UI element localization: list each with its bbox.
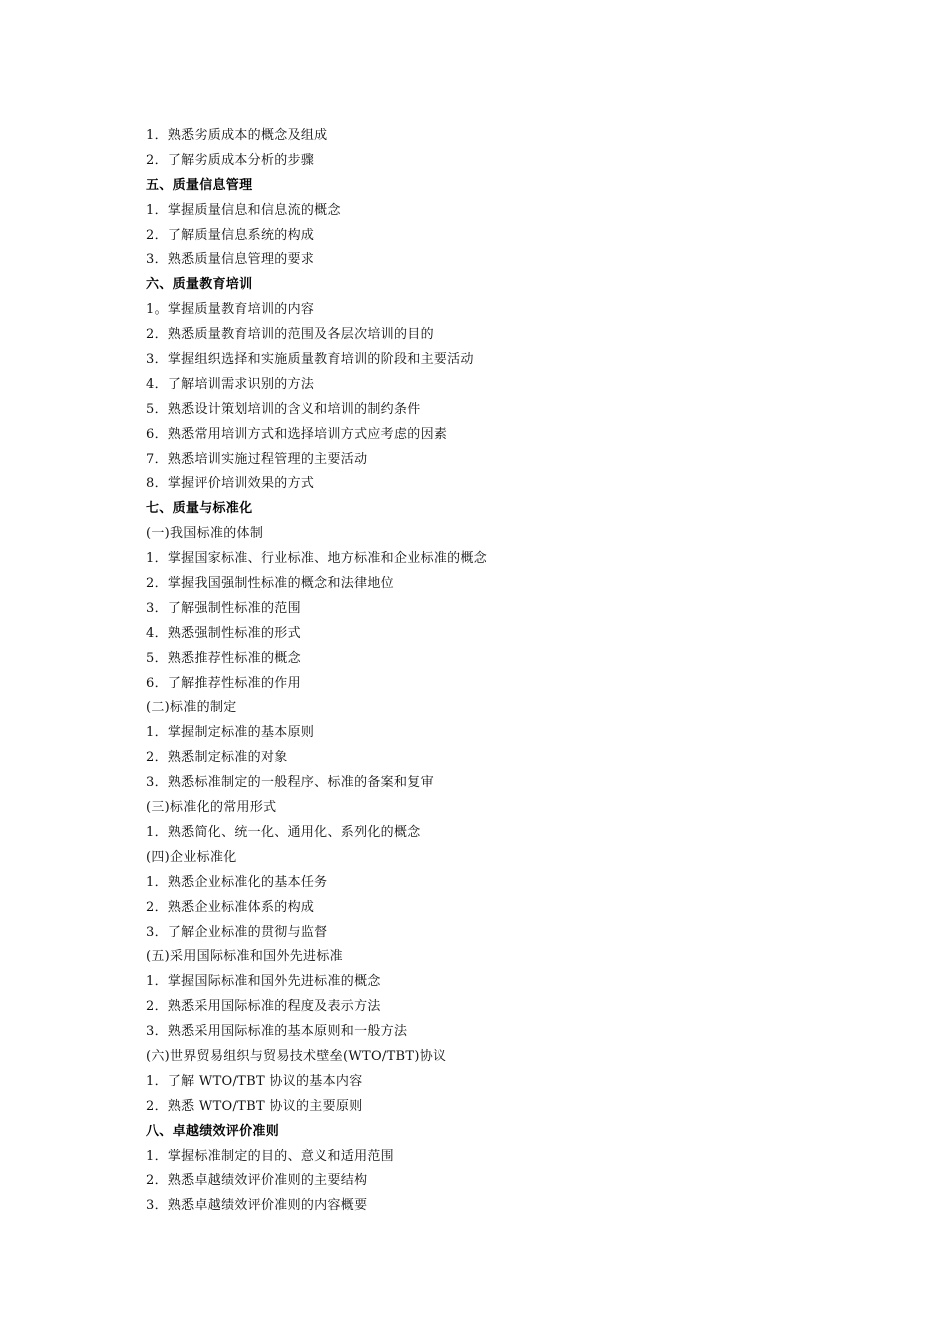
list-item: 1．掌握制定标准的基本原则 (146, 725, 315, 741)
list-item: 1．掌握质量信息和信息流的概念 (146, 202, 341, 218)
list-item: 2．熟悉质量教育培训的范围及各层次培训的目的 (146, 327, 434, 343)
list-item: 7．熟悉培训实施过程管理的主要活动 (146, 451, 368, 467)
subsection-heading: (五)采用国际标准和国外先进标准 (146, 949, 343, 965)
list-item: 2．熟悉采用国际标准的程度及表示方法 (146, 999, 381, 1015)
list-item: 5．熟悉设计策划培训的含义和培训的制约条件 (146, 401, 421, 417)
list-item: 1．熟悉劣质成本的概念及组成 (146, 128, 328, 143)
section-heading: 六、质量教育培训 (146, 277, 253, 293)
list-item: 4．熟悉强制性标准的形式 (146, 625, 301, 641)
subsection-heading: (四)企业标准化 (146, 849, 237, 865)
list-item: 2．了解劣质成本分析的步骤 (146, 152, 315, 168)
list-item: 6．熟悉常用培训方式和选择培训方式应考虑的因素 (146, 426, 448, 442)
list-item: 1．熟悉企业标准化的基本任务 (146, 874, 328, 890)
list-item: 2．掌握我国强制性标准的概念和法律地位 (146, 576, 394, 592)
section-heading: 八、卓越绩效评价准则 (146, 1123, 280, 1139)
section-heading: 五、质量信息管理 (146, 177, 253, 193)
list-item: 5．熟悉推荐性标准的概念 (146, 650, 301, 666)
list-item: 2．熟悉 WTO/TBT 协议的主要原则 (146, 1098, 363, 1114)
list-item: 1．掌握国家标准、行业标准、地方标准和企业标准的概念 (146, 551, 488, 567)
list-item: 3．熟悉采用国际标准的基本原则和一般方法 (146, 1024, 408, 1040)
section-heading: 七、质量与标准化 (146, 501, 253, 517)
list-item: 2．熟悉卓越绩效评价准则的主要结构 (146, 1173, 368, 1189)
subsection-heading: (二)标准的制定 (146, 700, 237, 716)
list-item: 2．熟悉企业标准体系的构成 (146, 899, 315, 915)
list-item: 3．熟悉质量信息管理的要求 (146, 252, 315, 268)
list-item: 1．掌握国际标准和国外先进标准的概念 (146, 974, 381, 990)
list-item: 3．熟悉卓越绩效评价准则的内容概要 (146, 1198, 368, 1214)
list-item: 3．了解企业标准的贯彻与监督 (146, 924, 328, 940)
list-item: 1．熟悉简化、统一化、通用化、系列化的概念 (146, 824, 421, 840)
list-item: 2．熟悉制定标准的对象 (146, 750, 288, 766)
list-item: 3．熟悉标准制定的一般程序、标准的备案和复审 (146, 775, 434, 791)
list-item: 2．了解质量信息系统的构成 (146, 227, 315, 243)
list-item: 1．掌握标准制定的目的、意义和适用范围 (146, 1148, 394, 1164)
list-item: 3．了解强制性标准的范围 (146, 600, 301, 616)
list-item: 6．了解推荐性标准的作用 (146, 675, 301, 691)
list-item: 8．掌握评价培训效果的方式 (146, 476, 315, 492)
list-item: 1。掌握质量教育培训的内容 (146, 302, 315, 318)
list-item: 1．了解 WTO/TBT 协议的基本内容 (146, 1073, 363, 1089)
subsection-heading: (六)世界贸易组织与贸易技术壁垒(WTO/TBT)协议 (146, 1048, 447, 1064)
list-item: 4．了解培训需求识别的方法 (146, 376, 315, 392)
list-item: 3．掌握组织选择和实施质量教育培训的阶段和主要活动 (146, 352, 474, 368)
subsection-heading: (一)我国标准的体制 (146, 526, 264, 542)
subsection-heading: (三)标准化的常用形式 (146, 800, 277, 816)
document-body (146, 124, 846, 1219)
